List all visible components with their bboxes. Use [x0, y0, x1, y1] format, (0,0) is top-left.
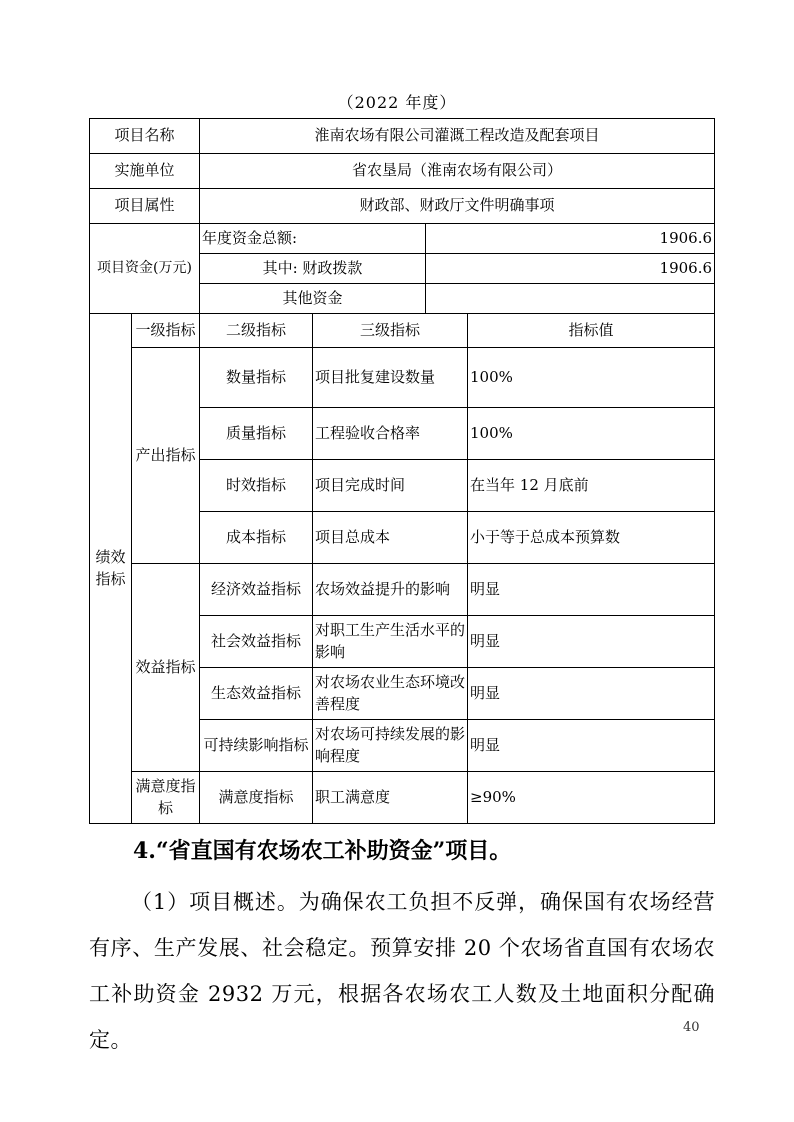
- level2-cell: 可持续影响指标: [200, 720, 313, 772]
- table-row: [90, 119, 715, 154]
- perf-header-level3: 三级指标: [313, 314, 468, 348]
- value-cell: 明显: [468, 616, 715, 668]
- level2-cell: 生态效益指标: [200, 668, 313, 720]
- value-cell: ≥90%: [468, 772, 715, 824]
- level1-cell: 产出指标: [132, 348, 200, 564]
- level3-cell: 项目总成本: [313, 512, 468, 564]
- info-value: 财政部、财政厅文件明确事项: [200, 189, 715, 224]
- value-cell: 100%: [468, 408, 715, 460]
- page-number: 40: [683, 1020, 700, 1035]
- value-cell: 明显: [468, 564, 715, 616]
- level2-cell: 社会效益指标: [200, 616, 313, 668]
- table-row: [90, 189, 715, 224]
- body-text-block: [89, 836, 715, 1063]
- perf-header-level1: 一级指标: [132, 314, 200, 348]
- level3-cell: 农场效益提升的影响: [313, 564, 468, 616]
- funding-value: [426, 284, 715, 314]
- level2-cell: 数量指标: [200, 348, 313, 408]
- value-cell: 小于等于总成本预算数: [468, 512, 715, 564]
- value-cell: 明显: [468, 720, 715, 772]
- project-table: [89, 118, 715, 824]
- level1-cell: 效益指标: [132, 564, 200, 772]
- table-row: [90, 154, 715, 189]
- funding-item: 其他资金: [200, 284, 426, 314]
- table-row: [90, 224, 715, 254]
- funding-item: 其中: 财政拨款: [200, 254, 426, 284]
- body-paragraph: （1）项目概述。为确保农工负担不反弹，确保国有农场经营有序、生产发展、社会稳定。预算安排 20 个农场省直国有农场农工补助资金 2932 万元，根据各农场农工人数及土地面积分配确定。: [89, 890, 715, 1052]
- section-heading: 4.“省直国有农场农工补助资金”项目。: [133, 838, 512, 864]
- level2-cell: 满意度指标: [200, 772, 313, 824]
- level1-cell: 满意度指标: [132, 772, 200, 824]
- level3-cell: 工程验收合格率: [313, 408, 468, 460]
- level2-cell: 质量指标: [200, 408, 313, 460]
- level2-cell: 经济效益指标: [200, 564, 313, 616]
- funding-item: 年度资金总额:: [200, 224, 426, 254]
- perf-header-level2: 二级指标: [200, 314, 313, 348]
- info-label: 项目名称: [90, 119, 200, 154]
- value-cell: 在当年 12 月底前: [468, 460, 715, 512]
- value-cell: 明显: [468, 668, 715, 720]
- perf-header-value: 指标值: [468, 314, 715, 348]
- level3-cell: 项目完成时间: [313, 460, 468, 512]
- level2-cell: 成本指标: [200, 512, 313, 564]
- level3-cell: 对农场农业生态环境改善程度: [313, 668, 468, 720]
- level3-cell: 对农场可持续发展的影响程度: [313, 720, 468, 772]
- level3-cell: 职工满意度: [313, 772, 468, 824]
- table-row: [90, 772, 715, 824]
- level3-cell: 对职工生产生活水平的影响: [313, 616, 468, 668]
- table-row: [90, 564, 715, 616]
- funding-label: 项目资金(万元): [90, 224, 200, 314]
- level3-cell: 项目批复建设数量: [313, 348, 468, 408]
- funding-value: 1906.6: [426, 254, 715, 284]
- table-row: [90, 314, 715, 348]
- value-cell: 100%: [468, 348, 715, 408]
- info-label: 项目属性: [90, 189, 200, 224]
- level2-cell: 时效指标: [200, 460, 313, 512]
- perf-section-label: 绩效指标: [90, 314, 132, 824]
- doc-title: （2022 年度）: [337, 93, 457, 112]
- funding-value: 1906.6: [426, 224, 715, 254]
- info-value: 省农垦局（淮南农场有限公司）: [200, 154, 715, 189]
- info-value: 淮南农场有限公司灌溉工程改造及配套项目: [200, 119, 715, 154]
- info-label: 实施单位: [90, 154, 200, 189]
- table-row: [90, 348, 715, 408]
